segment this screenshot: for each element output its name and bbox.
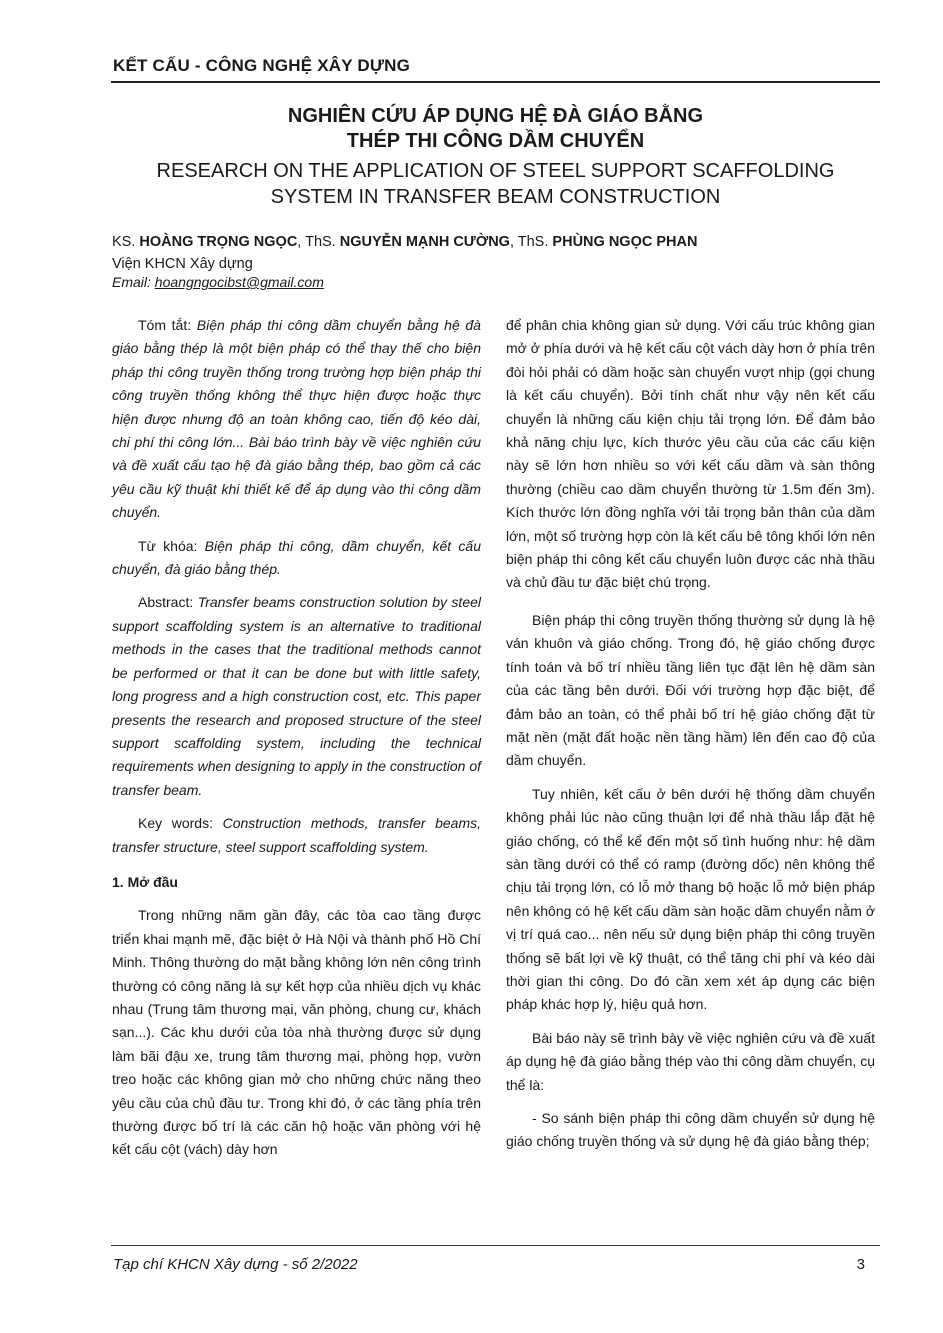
intro-paragraph-1: Trong những năm gần đây, các tòa cao tầng được triển khai mạnh mẽ, đặc biệt ở Hà Nội và thành phố Hồ Chí Minh. Thông thường do mặt bằng không lớn nên công trình thường có công năng là sự kết hợp của nhiều dịch vụ khác nhau (Trung tâm thương mại, văn phòng, chung cư, khách sạn...). Các khu dưới của tòa nhà thường được sử dụng làm bãi đậu xe, trung tâm thương mại, phòng họp, vườn treo hoặc các không gian mở cho những chức năng theo yêu cầu của chủ đầu tư. Trong khi đó, ở các tầng phía trên thường được bố trí là các căn hộ hoặc văn phòng với hệ kết cấu cột (vách) dày hơn bbox=[112, 907, 481, 1158]
title-en-line2: SYSTEM IN TRANSFER BEAM CONSTRUCTION bbox=[270, 186, 721, 208]
keywords-en bbox=[112, 812, 481, 859]
right-column bbox=[506, 314, 875, 1164]
header-rule bbox=[111, 81, 880, 83]
keywords-en-text: Construction methods, transfer beams, transfer structure, steel support scaffolding system. bbox=[112, 815, 482, 855]
email-link[interactable]: hoangngocibst@gmail.com bbox=[154, 274, 324, 290]
abstract-vi bbox=[112, 314, 481, 525]
page-number: 3 bbox=[856, 1256, 865, 1273]
title-vi-line2: THÉP THI CÔNG DẦM CHUYỂN bbox=[346, 130, 645, 152]
section1-heading: 1. Mở đầu bbox=[112, 873, 178, 890]
article-title-en bbox=[111, 158, 880, 210]
email-line bbox=[112, 274, 324, 290]
keywords-vi bbox=[112, 535, 481, 582]
abstract-en bbox=[112, 591, 481, 802]
right-paragraph-5: - So sánh biện pháp thi công dầm chuyển sử dụng hệ giáo chống truyền thống và sử dụng hệ đà giáo bằng thép; bbox=[506, 1110, 875, 1150]
right-paragraph-4: Bài báo này sẽ trình bày về việc nghiên cứu và đề xuất áp dụng hệ đà giáo bằng thép vào thi công dầm chuyển, cụ thể là: bbox=[506, 1029, 875, 1093]
author3-degree: ThS. bbox=[517, 234, 549, 250]
footer-journal: Tạp chí KHCN Xây dựng - số 2/2022 bbox=[113, 1256, 358, 1273]
keywords-en-label: Key words: bbox=[138, 815, 213, 832]
abstract-vi-label: Tóm tắt: bbox=[138, 317, 192, 333]
author1-name: HOÀNG TRỌNG NGỌC bbox=[139, 234, 298, 250]
right-paragraph-1: để phân chia không gian sử dụng. Với cấu trúc không gian mở ở phía dưới và hệ kết cấu cột vách dày hơn ở phía trên đòi hỏi phải có dầm hoặc sàn chuyển vượt nhịp (gọi chung là kết cấu chuyển). Bởi tính chất như vậy nên kết cấu chuyển là những cấu kiện chịu tải trọng lớn. Để đảm bảo khả năng chịu lực, kích thước yêu cầu của các cấu kiện này sẽ lớn hơn nhiều so với kết cấu dầm và sàn thông thường (chiều cao dầm chuyển thường từ 1.5m đến 3m). Kích thước lớn đồng nghĩa với tải trọng bản thân của dầm lớn, một số trường hợp còn là kết cấu bê tông khối lớn nên biện pháp thi công kết cấu chuyển luôn được các nhà thầu và chủ đầu tư đặc biệt chú trọng. bbox=[506, 317, 875, 591]
author2-degree: ThS. bbox=[305, 234, 336, 250]
left-column bbox=[112, 314, 481, 1172]
abstract-en-text: Transfer beams construction solution by steel support scaffolding system is an alternative to traditional methods in the cases that the traditional methods cannot be performed or that it can be done but with little safety, long progress and a high construction cost, etc. This paper presents the research and proposed structure of the steel support scaffolding system, including the technical requirements when designing to apply in the construction of transfer beam. bbox=[112, 594, 482, 798]
title-vi-line1: NGHIÊN CỨU ÁP DỤNG HỆ ĐÀ GIÁO BẰNG bbox=[287, 105, 704, 127]
author3-name: PHÙNG NGỌC PHAN bbox=[552, 234, 698, 250]
title-en-line1: RESEARCH ON THE APPLICATION OF STEEL SUPPORT SCAFFOLDING bbox=[156, 160, 835, 182]
author1-degree: KS. bbox=[112, 234, 136, 250]
footer-rule bbox=[111, 1245, 880, 1246]
author-list: KS. HOÀNG TRỌNG NGỌC, ThS. NGUYỄN MẠNH CƯỜNG, ThS. PHÙNG NGỌC PHAN bbox=[112, 234, 698, 250]
affiliation: Viện KHCN Xây dựng bbox=[112, 256, 253, 272]
keywords-vi-label: Từ khóa: bbox=[138, 537, 198, 554]
author2-name: NGUYỄN MẠNH CƯỜNG bbox=[339, 234, 510, 250]
article-title-vi bbox=[111, 104, 880, 154]
right-paragraph-3: Tuy nhiên, kết cấu ở bên dưới hệ thống dầm chuyển không phải lúc nào cũng thuận lợi để nhà thầu lắp đặt hệ giáo chống, có thể kể đến một số tình huống như: hệ dầm sàn tầng dưới có thể có ramp (đường dốc) nên không thể chịu tải trọng lớn, có lỗ mở thang bộ hoặc lỗ mở biện pháp nên không có hệ kết cấu dầm sàn hoặc dầm chuyển nằm ở vị trí quá cao... nên nếu sử dụng biện pháp thi công truyền thống sẽ bất lợi về kỹ thuật, có thể tăng chi phí và kéo dài thời gian thi công. Do đó cần xem xét áp dụng các biện pháp khác hợp lý, hiệu quả hơn. bbox=[506, 785, 875, 1013]
email-label: Email: bbox=[112, 274, 151, 290]
abstract-en-label: Abstract: bbox=[138, 594, 194, 611]
right-paragraph-2: Biện pháp thi công truyền thống thường sử dụng là hệ ván khuôn và giáo chống. Trong đó, hệ giáo chống được tính toán và bố trí nhiều tầng liên tục đặt lên hệ dầm sàn của các tầng bên dưới. Đối với trường hợp đặc biệt, để đảm bảo an toàn, có thể phải bố trí hệ giáo chống đặt từ mặt nền (mặt đất hoặc nền tầng hầm) lên đến cao độ của dầm chuyển. bbox=[506, 611, 875, 769]
abstract-vi-text: Biện pháp thi công dầm chuyển bằng hệ đà giáo bằng thép là một biện pháp có thể thay thế cho biện pháp thi công truyền thống trong trường hợp biện pháp thi công truyền thống không thể thực hiện được hoặc thực hiện được nhưng độ an toàn không cao, tiến độ kéo dài, chi phí thi công lớn... Bài báo trình bày về việc nghiên cứu và đề xuất cấu tạo hệ đà giáo bằng thép, bao gồm cả các yêu cầu kỹ thuật khi thiết kế để áp dụng vào thi công dầm chuyển. bbox=[112, 317, 481, 521]
journal-section-header: KẾT CẤU - CÔNG NGHỆ XÂY DỰNG bbox=[113, 56, 411, 75]
keywords-vi-text: Biện pháp thi công, dầm chuyển, kết cấu chuyển, đà giáo bằng thép. bbox=[112, 537, 481, 578]
